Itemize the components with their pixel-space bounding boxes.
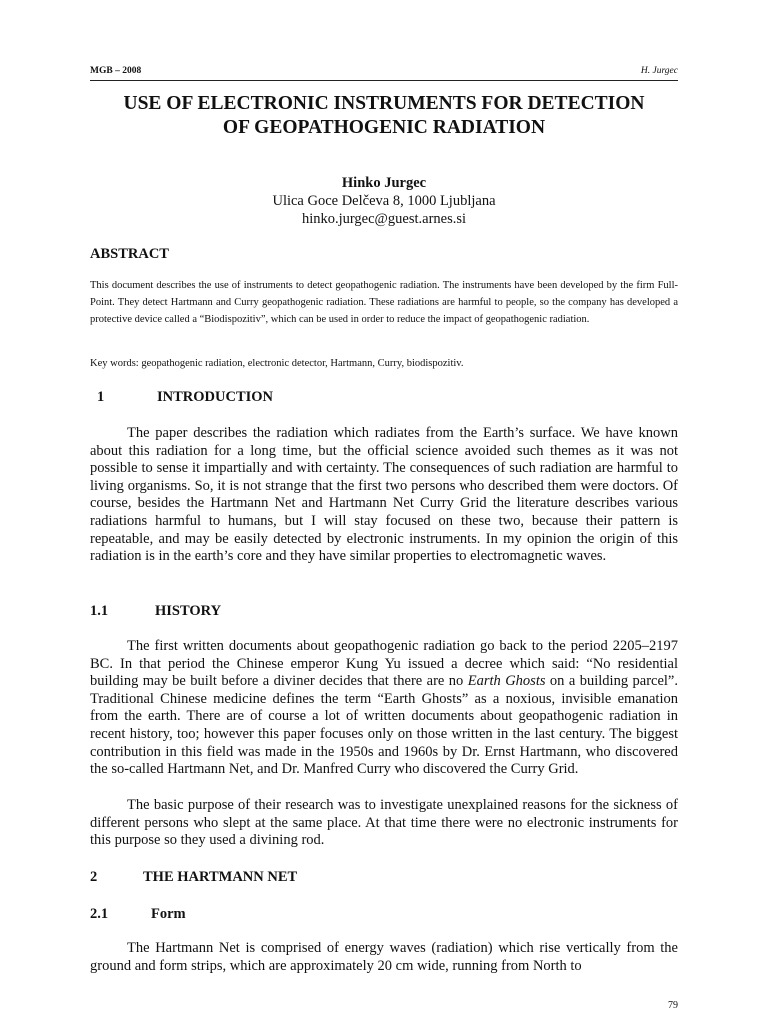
header-rule bbox=[90, 80, 678, 81]
section-1-heading: INTRODUCTION bbox=[157, 389, 274, 405]
form-paragraph: The Hartmann Net is comprised of energy waves (radiation) which rise vertically from the ground and form strips, which are approximately 20 cm wide, running from North to bbox=[90, 940, 678, 974]
section-2-heading: THE HARTMANN NET bbox=[143, 869, 298, 885]
intro-paragraph: The paper describes the radiation which radiates from the Earth’s surface. We have known about this radiation for a long time, but the official science avoided such themes as it was not possible to sense it impartially and with certainty. The consequences of such radiation are harmful to living organisms. So, it is not strange that the first two persons who described them were doctors. Of course, besides the Hartmann Net and Hartmann Net Curry Grid the literature describes various radiations harmful to humans, but I will stay focused on these two, because their pattern is repeatable, and may be easily detected by electronic instruments. In my opinion the origin of this radiation is in the earth’s core and they have similar properties to electromagnetic waves. bbox=[90, 425, 678, 565]
running-head-left: MGB – 2008 bbox=[90, 66, 142, 76]
section-2-1-heading: Form bbox=[151, 906, 186, 922]
paper-title bbox=[90, 92, 678, 140]
title-line-1: USE OF ELECTRONIC INSTRUMENTS FOR DETECTION bbox=[123, 93, 645, 114]
author-email: hinko.jurgec@guest.arnes.si bbox=[301, 211, 467, 227]
section-1-number: 1 bbox=[97, 389, 105, 405]
running-head-right: H. Jurgec bbox=[640, 66, 678, 76]
history-text-a: The first written documents about geopathogenic radiation go back to the period 2205–2197 BC. In that period the Chinese emperor Kung Yu issued a decree which said: “No residential building may be built before a diviner decides that there are no bbox=[90, 638, 678, 690]
title-line-2: OF GEOPATHOGENIC RADIATION bbox=[222, 117, 546, 138]
section-2-1-number: 2.1 bbox=[90, 906, 109, 922]
abstract-heading: ABSTRACT bbox=[90, 246, 169, 262]
running-head bbox=[90, 66, 678, 76]
history-text-emphasis: Earth Ghosts bbox=[467, 673, 546, 690]
section-1-1-heading: HISTORY bbox=[155, 603, 222, 619]
history-text-b: on a building parcel”. Traditional Chinese medicine defines the term “Earth Ghosts” as a noxious, invisible emanation from the earth. There are of course a lot of written documents about geopathogenic radiation in recent history, too; however this paper focuses only on those written in the last century. The biggest contribution in this field was made in the 1950s and 1960s by Dr. Ernst Hartmann, who discovered the so-called Hartmann Net, and Dr. Manfred Curry who discovered the Curry Grid. bbox=[90, 673, 678, 778]
keywords: Key words: geopathogenic radiation, electronic detector, Hartmann, Curry, biodispozitiv. bbox=[90, 358, 464, 369]
section-2-number: 2 bbox=[90, 869, 98, 885]
section-1-1-number: 1.1 bbox=[90, 603, 109, 619]
author-name: Hinko Jurgec bbox=[341, 175, 427, 191]
history-paragraph-2: The basic purpose of their research was to investigate unexplained reasons for the sickness of different persons who slept at the same place. At that time there were no electronic instruments for this purpose so they used a divining rod. bbox=[90, 797, 678, 849]
page-number: 79 bbox=[668, 1000, 678, 1011]
author-address: Ulica Goce Delčeva 8, 1000 Ljubljana bbox=[272, 193, 496, 209]
abstract-text: This document describes the use of instruments to detect geopathogenic radiation. The instruments have been developed by the firm Full-Point. They detect Hartmann and Curry geopathogenic radiation. These radiations are harmful to people, so the company has developed a protective device called a “Biodispozitiv”, which can be used in order to reduce the impact of geopathogenic radiation. bbox=[90, 280, 678, 325]
history-paragraph-1 bbox=[90, 638, 678, 779]
author-block bbox=[90, 174, 678, 228]
